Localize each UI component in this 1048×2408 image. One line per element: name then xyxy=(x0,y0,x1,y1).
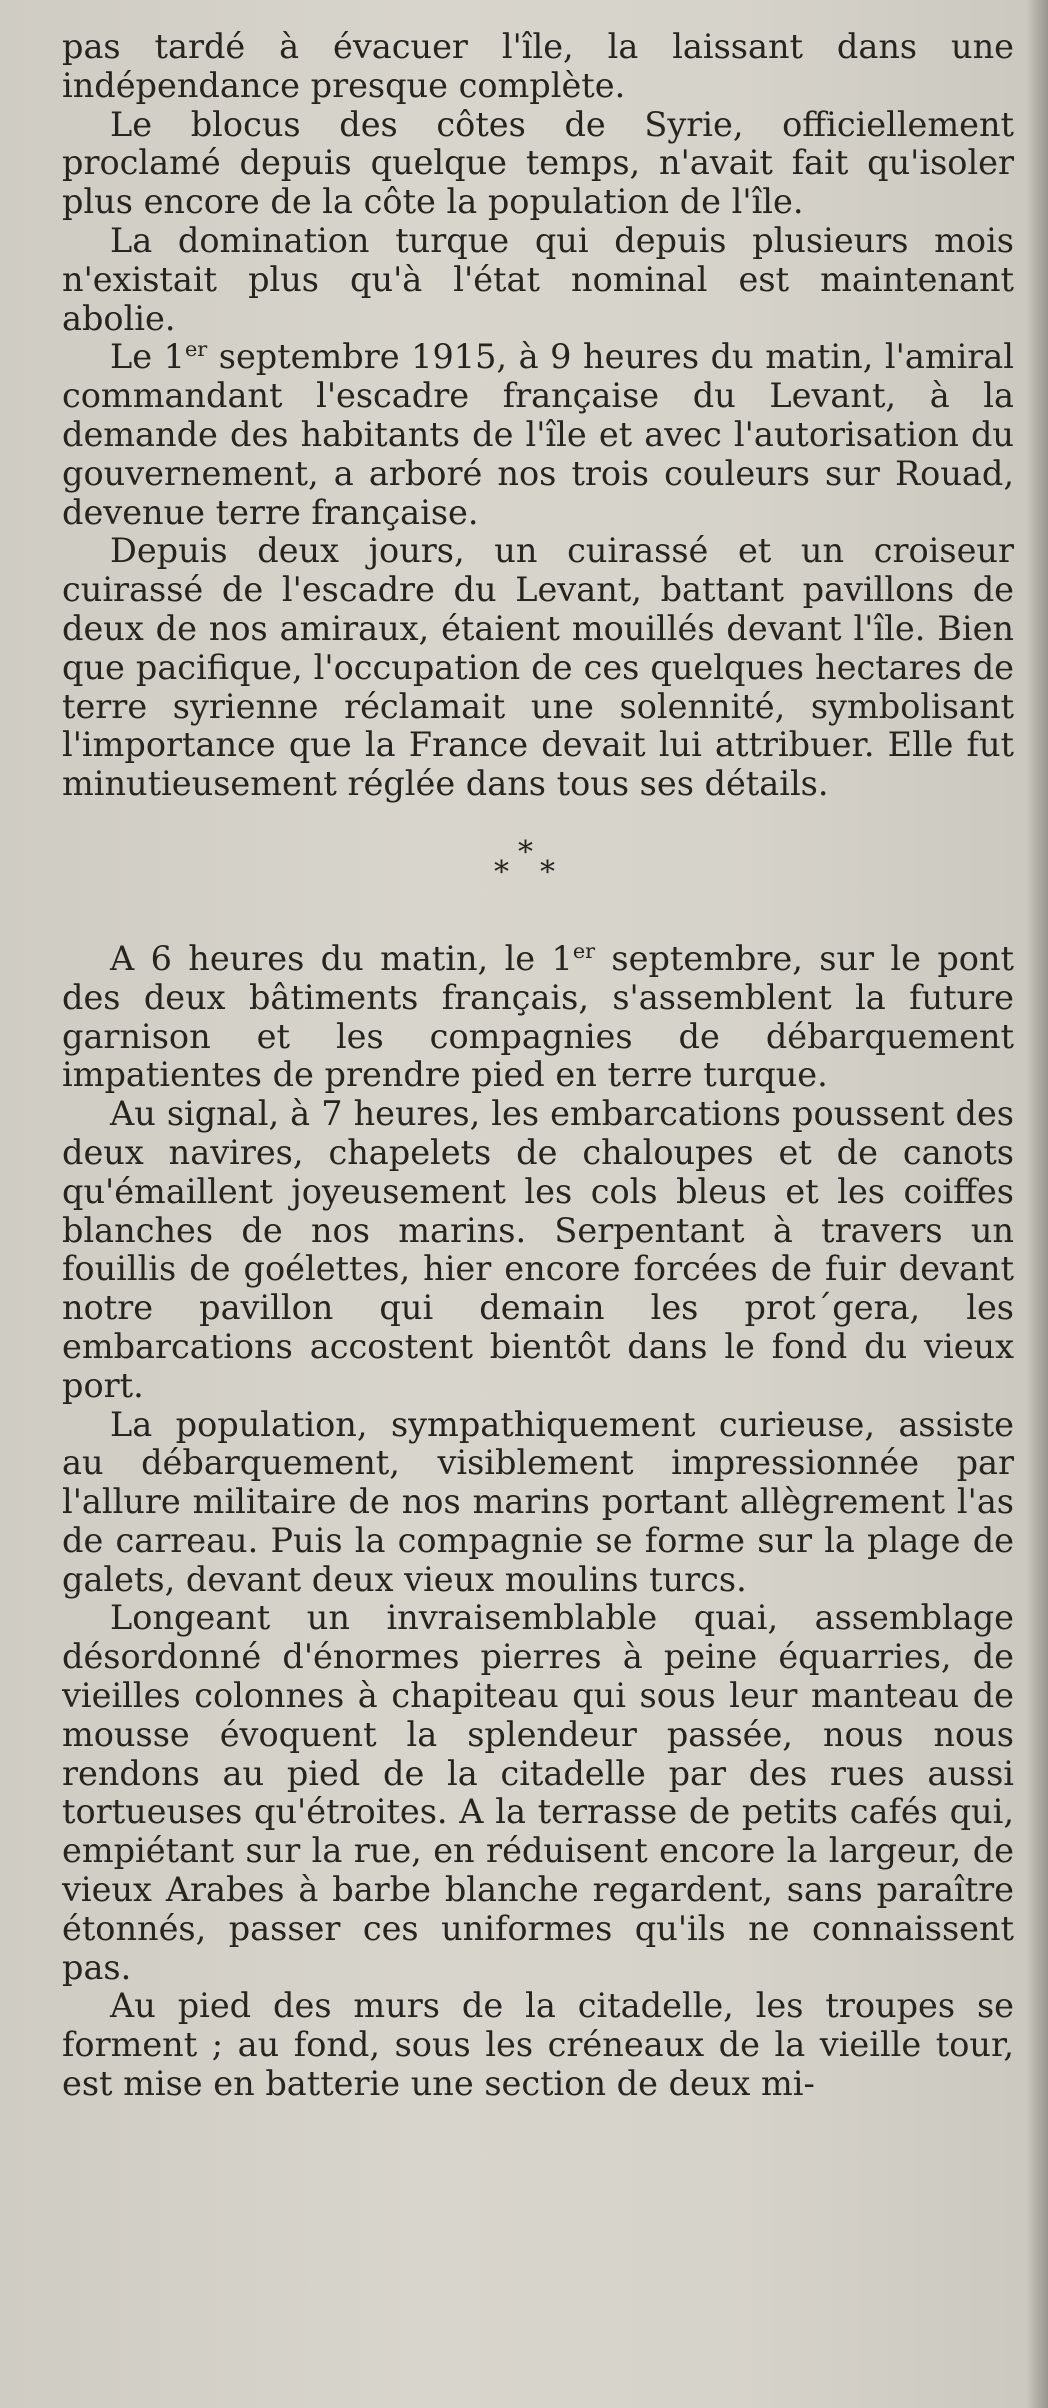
paragraph-signal: Au signal, à 7 heures, les embarcations poussent des deux navires, chapelets de chaloupes et de canots qu'émaillent joyeusement les cols bleus et les coiffes blanches de nos marins. Serpentant à travers un fouillis de goélettes, hier encore forcées de fuir devant notre pavillon qui demain les prot´gera, les embarcations accostent bientôt dans le fond du vieux port. xyxy=(62,1094,1014,1405)
superscript: er xyxy=(184,337,208,362)
superscript: er xyxy=(572,938,596,963)
text-segment: septembre 1915, à 9 heures du matin, l'amiral commandant l'escadre française du Levant, à la demande des habitants de l'île et avec l'autorisation du gouvernement, a arboré nos trois couleurs sur Rouad, devenue terre française. xyxy=(62,337,1014,532)
text-segment: A 6 heures du matin, le 1 xyxy=(110,938,573,978)
paragraph-continuation: pas tardé à évacuer l'île, la laissant dans une indépendance presque complète. xyxy=(62,27,1014,105)
asterism-star-right: * xyxy=(540,854,555,890)
asterism-separator xyxy=(62,834,1014,900)
paragraph-quay: Longeant un invraisemblable quai, assemblage désordonné d'énormes pierres à peine équarries, de vieilles colonnes à chapiteau qui sous leur manteau de mousse évoquent la splendeur passée, nous nous rendons au pied de la citadelle par des rues aussi tortueuses qu'étroites. A la terrasse de petits cafés qui, empiétant sur la rue, en réduisent encore la largeur, de vieux Arabes à barbe blanche regardent, sans paraître étonnés, passer ces uniformes qu'ils ne connaissent pas. xyxy=(62,1598,1014,1987)
paragraph-citadel: Au pied des murs de la citadelle, les troupes se forment ; au fond, sous les créneaux de la vieille tour, est mise en batterie une section de deux mi- xyxy=(62,1986,1014,2104)
text-segment: Le 1 xyxy=(110,337,185,377)
paragraph-six-oclock xyxy=(62,940,1014,1095)
asterism-star-top: * xyxy=(518,834,533,870)
paragraph-turkish-domination: La domination turque qui depuis plusieurs mois n'existait plus qu'à l'état nominal est maintenant abolie. xyxy=(62,220,1014,338)
paragraph-population: La population, sympathiquement curieuse, assiste au débarquement, visiblement impressionnée par l'allure militaire de nos marins portant allègrement l'as de carreau. Puis la compagnie se forme sur la plage de galets, devant deux vieux moulins turcs. xyxy=(62,1404,1014,1599)
paragraph-blockade: Le blocus des côtes de Syrie, officiellement proclamé depuis quelque temps, n'avait fait qu'isoler plus encore de la côte la population de l'île. xyxy=(62,104,1014,222)
page-edge-shadow xyxy=(1026,0,1048,2408)
text-segment: septembre, sur le pont des deux bâtiments français, s'assemblent la future garnison et les compagnies de débarquement impatientes de prendre pied en terre turque. xyxy=(62,938,1014,1095)
book-page xyxy=(62,28,1014,2104)
paragraph-battleships: Depuis deux jours, un cuirassé et un croiseur cuirassé de l'escadre du Levant, battant pavillons de deux de nos amiraux, étaient mouillés devant l'île. Bien que pacifique, l'occupation de ces quelques hectares de terre syrienne réclamait une solennité, symbolisant l'importance que la France devait lui attribuer. Elle fut minutieusement réglée dans tous ses détails. xyxy=(62,531,1014,804)
paragraph-september-1915 xyxy=(62,338,1014,532)
asterism-star-left: * xyxy=(494,854,509,890)
